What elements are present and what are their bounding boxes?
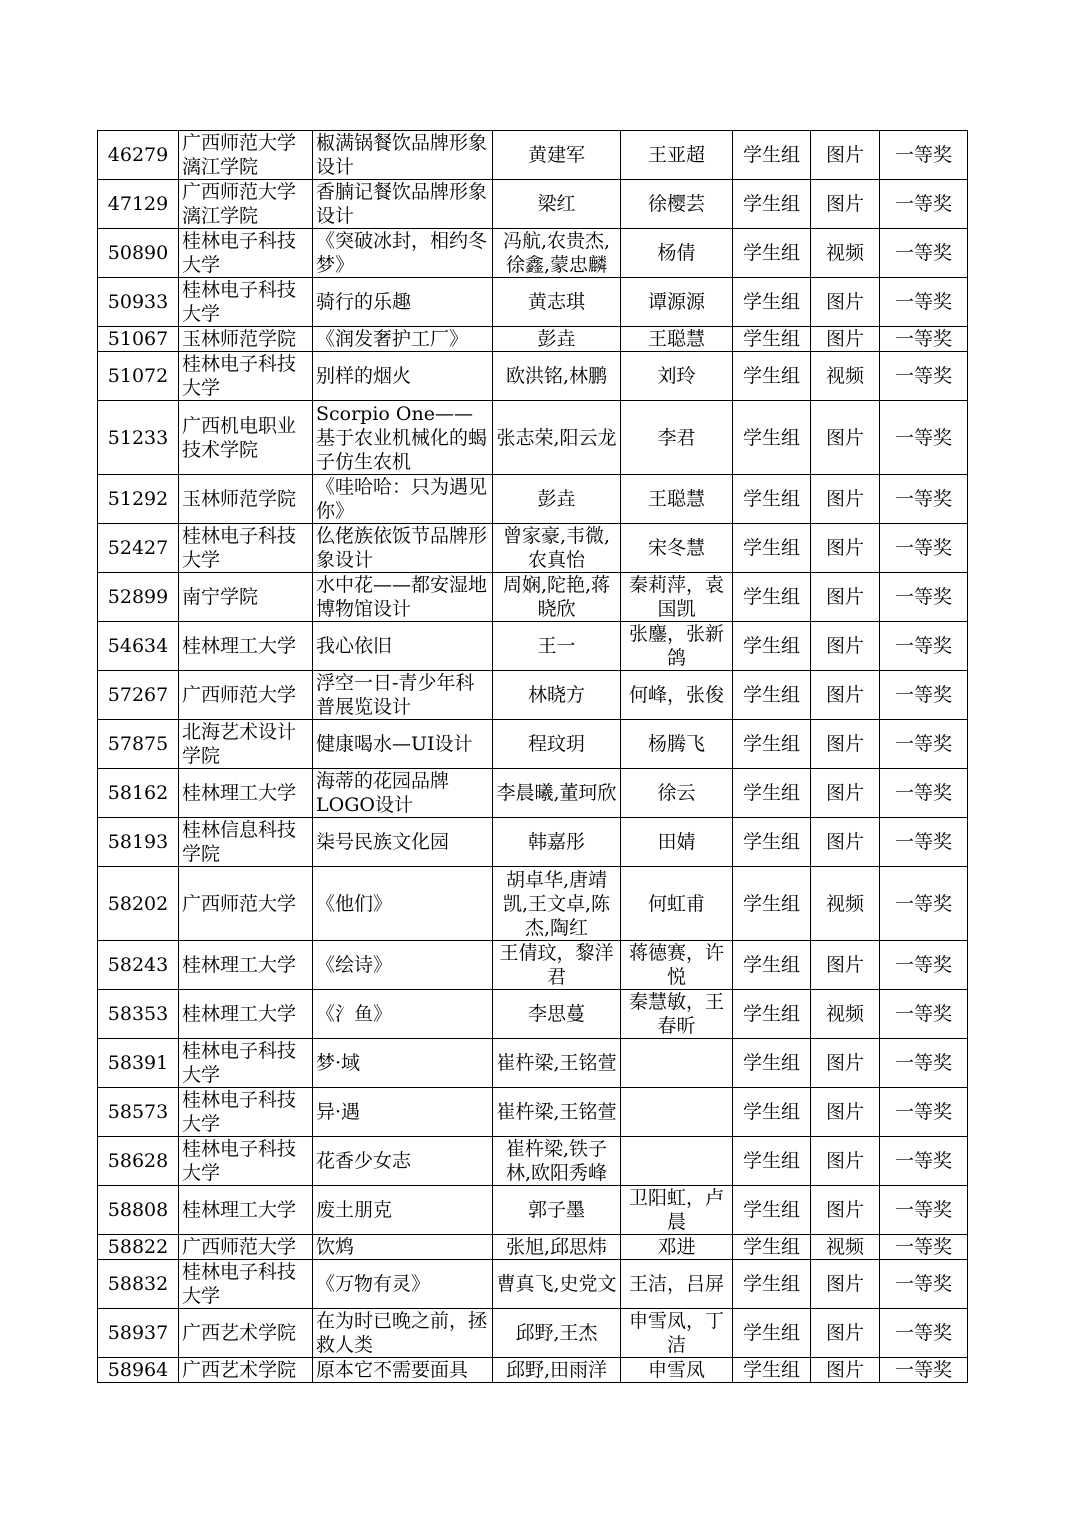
cell-group: 学生组 xyxy=(733,769,811,818)
cell-school: 广西师范大学 xyxy=(179,671,313,720)
cell-entry-id: 51292 xyxy=(98,475,179,524)
table-row xyxy=(98,671,968,720)
cell-entry-id: 58573 xyxy=(98,1088,179,1137)
table-row xyxy=(98,1039,968,1088)
cell-school: 广西师范大学 xyxy=(179,867,313,941)
table-row xyxy=(98,573,968,622)
cell-award: 一等奖 xyxy=(880,1088,968,1137)
cell-award: 一等奖 xyxy=(880,769,968,818)
cell-advisor: 秦慧敏，王春昕 xyxy=(621,990,733,1039)
table-row xyxy=(98,769,968,818)
cell-work-type: 图片 xyxy=(811,720,880,769)
cell-group: 学生组 xyxy=(733,352,811,401)
cell-authors: 崔杵梁,王铭萱 xyxy=(493,1039,621,1088)
table-row xyxy=(98,401,968,475)
cell-school: 桂林信息科技学院 xyxy=(179,818,313,867)
cell-entry-id: 51067 xyxy=(98,327,179,352)
cell-authors: 黄建军 xyxy=(493,131,621,180)
cell-work-title: 原本它不需要面具 xyxy=(313,1358,493,1383)
cell-award: 一等奖 xyxy=(880,327,968,352)
cell-entry-id: 51233 xyxy=(98,401,179,475)
cell-work-type: 图片 xyxy=(811,1137,880,1186)
cell-entry-id: 54634 xyxy=(98,622,179,671)
cell-advisor: 卫阳虹，卢晨 xyxy=(621,1186,733,1235)
cell-work-type: 视频 xyxy=(811,1235,880,1260)
cell-work-type: 视频 xyxy=(811,990,880,1039)
cell-group: 学生组 xyxy=(733,867,811,941)
cell-authors: 韩嘉彤 xyxy=(493,818,621,867)
cell-school: 桂林电子科技大学 xyxy=(179,352,313,401)
cell-work-type: 视频 xyxy=(811,867,880,941)
cell-authors: 李晨曦,董珂欣 xyxy=(493,769,621,818)
cell-work-type: 图片 xyxy=(811,131,880,180)
cell-entry-id: 58964 xyxy=(98,1358,179,1383)
table-body xyxy=(98,131,968,1383)
cell-authors: 崔杵梁,铁子林,欧阳秀峰 xyxy=(493,1137,621,1186)
cell-entry-id: 58202 xyxy=(98,867,179,941)
cell-entry-id: 58391 xyxy=(98,1039,179,1088)
cell-work-title: 废土朋克 xyxy=(313,1186,493,1235)
cell-authors: 欧洪铭,林鹏 xyxy=(493,352,621,401)
cell-work-title: 饮鸩 xyxy=(313,1235,493,1260)
cell-award: 一等奖 xyxy=(880,573,968,622)
cell-work-title: 骑行的乐趣 xyxy=(313,278,493,327)
cell-school: 桂林电子科技大学 xyxy=(179,229,313,278)
cell-work-title: 《绘诗》 xyxy=(313,941,493,990)
cell-entry-id: 58808 xyxy=(98,1186,179,1235)
cell-work-title: 花香少女志 xyxy=(313,1137,493,1186)
cell-group: 学生组 xyxy=(733,1309,811,1358)
cell-advisor: 申雪凤，丁洁 xyxy=(621,1309,733,1358)
cell-entry-id: 58162 xyxy=(98,769,179,818)
cell-school: 广西师范大学漓江学院 xyxy=(179,131,313,180)
cell-school: 广西艺术学院 xyxy=(179,1358,313,1383)
cell-group: 学生组 xyxy=(733,1039,811,1088)
cell-advisor: 徐樱芸 xyxy=(621,180,733,229)
cell-work-type: 图片 xyxy=(811,769,880,818)
cell-authors: 张志荣,阳云龙 xyxy=(493,401,621,475)
cell-group: 学生组 xyxy=(733,278,811,327)
cell-award: 一等奖 xyxy=(880,1235,968,1260)
cell-school: 北海艺术设计学院 xyxy=(179,720,313,769)
cell-group: 学生组 xyxy=(733,1235,811,1260)
cell-advisor: 李君 xyxy=(621,401,733,475)
cell-group: 学生组 xyxy=(733,622,811,671)
cell-school: 桂林理工大学 xyxy=(179,769,313,818)
table-row xyxy=(98,475,968,524)
cell-work-title: 《万物有灵》 xyxy=(313,1260,493,1309)
cell-award: 一等奖 xyxy=(880,671,968,720)
cell-advisor: 杨腾飞 xyxy=(621,720,733,769)
cell-authors: 胡卓华,唐靖凯,王文卓,陈杰,陶红 xyxy=(493,867,621,941)
cell-work-title: 《氵鱼》 xyxy=(313,990,493,1039)
cell-school: 桂林理工大学 xyxy=(179,622,313,671)
cell-authors: 王一 xyxy=(493,622,621,671)
cell-advisor: 王洁，吕屏 xyxy=(621,1260,733,1309)
cell-entry-id: 58243 xyxy=(98,941,179,990)
cell-group: 学生组 xyxy=(733,1358,811,1383)
cell-award: 一等奖 xyxy=(880,524,968,573)
cell-work-title: 我心依旧 xyxy=(313,622,493,671)
cell-entry-id: 58822 xyxy=(98,1235,179,1260)
cell-work-type: 图片 xyxy=(811,1039,880,1088)
cell-group: 学生组 xyxy=(733,401,811,475)
cell-work-type: 图片 xyxy=(811,1358,880,1383)
table-row xyxy=(98,720,968,769)
cell-school: 桂林理工大学 xyxy=(179,941,313,990)
cell-group: 学生组 xyxy=(733,229,811,278)
cell-authors: 李思蔓 xyxy=(493,990,621,1039)
cell-award: 一等奖 xyxy=(880,1186,968,1235)
cell-work-title: 《突破冰封，相约冬梦》 xyxy=(313,229,493,278)
cell-group: 学生组 xyxy=(733,475,811,524)
table-row xyxy=(98,524,968,573)
table-row xyxy=(98,1088,968,1137)
cell-advisor xyxy=(621,1088,733,1137)
cell-entry-id: 46279 xyxy=(98,131,179,180)
cell-school: 广西机电职业技术学院 xyxy=(179,401,313,475)
cell-group: 学生组 xyxy=(733,1137,811,1186)
cell-school: 桂林电子科技大学 xyxy=(179,1039,313,1088)
cell-group: 学生组 xyxy=(733,1088,811,1137)
cell-school: 桂林电子科技大学 xyxy=(179,278,313,327)
cell-award: 一等奖 xyxy=(880,990,968,1039)
cell-work-title: 健康喝水—UI设计 xyxy=(313,720,493,769)
cell-award: 一等奖 xyxy=(880,475,968,524)
award-table xyxy=(97,130,968,1383)
cell-advisor: 王亚超 xyxy=(621,131,733,180)
cell-entry-id: 58937 xyxy=(98,1309,179,1358)
table-row xyxy=(98,1358,968,1383)
cell-entry-id: 58832 xyxy=(98,1260,179,1309)
cell-school: 广西师范大学漓江学院 xyxy=(179,180,313,229)
cell-award: 一等奖 xyxy=(880,229,968,278)
table-row xyxy=(98,278,968,327)
cell-work-title: 别样的烟火 xyxy=(313,352,493,401)
cell-entry-id: 58193 xyxy=(98,818,179,867)
cell-authors: 邱野,田雨洋 xyxy=(493,1358,621,1383)
cell-authors: 邱野,王杰 xyxy=(493,1309,621,1358)
cell-award: 一等奖 xyxy=(880,867,968,941)
cell-award: 一等奖 xyxy=(880,818,968,867)
cell-entry-id: 52899 xyxy=(98,573,179,622)
cell-work-type: 图片 xyxy=(811,1088,880,1137)
cell-award: 一等奖 xyxy=(880,1309,968,1358)
cell-work-title: 在为时已晚之前，拯救人类 xyxy=(313,1309,493,1358)
cell-award: 一等奖 xyxy=(880,401,968,475)
cell-award: 一等奖 xyxy=(880,1137,968,1186)
cell-authors: 彭垚 xyxy=(493,327,621,352)
cell-work-title: 水中花——都安湿地博物馆设计 xyxy=(313,573,493,622)
cell-award: 一等奖 xyxy=(880,278,968,327)
cell-authors: 曹真飞,史党文 xyxy=(493,1260,621,1309)
cell-advisor: 何虹甫 xyxy=(621,867,733,941)
cell-group: 学生组 xyxy=(733,818,811,867)
cell-advisor: 邓进 xyxy=(621,1235,733,1260)
cell-work-type: 图片 xyxy=(811,327,880,352)
cell-work-title: 《他们》 xyxy=(313,867,493,941)
table-row xyxy=(98,941,968,990)
cell-group: 学生组 xyxy=(733,327,811,352)
table-row xyxy=(98,867,968,941)
cell-entry-id: 50933 xyxy=(98,278,179,327)
cell-entry-id: 57875 xyxy=(98,720,179,769)
cell-work-type: 视频 xyxy=(811,229,880,278)
cell-work-type: 图片 xyxy=(811,278,880,327)
cell-advisor: 申雪凤 xyxy=(621,1358,733,1383)
cell-award: 一等奖 xyxy=(880,1039,968,1088)
table-row xyxy=(98,1309,968,1358)
cell-advisor: 王聪慧 xyxy=(621,327,733,352)
cell-work-title: 《润发奢护工厂》 xyxy=(313,327,493,352)
cell-award: 一等奖 xyxy=(880,1358,968,1383)
cell-work-type: 图片 xyxy=(811,941,880,990)
cell-advisor xyxy=(621,1137,733,1186)
cell-authors: 梁红 xyxy=(493,180,621,229)
cell-authors: 王倩玟，黎洋君 xyxy=(493,941,621,990)
table-row xyxy=(98,1260,968,1309)
cell-work-type: 视频 xyxy=(811,352,880,401)
cell-authors: 林晓方 xyxy=(493,671,621,720)
cell-work-title: 柒号民族文化园 xyxy=(313,818,493,867)
cell-work-type: 图片 xyxy=(811,1260,880,1309)
cell-award: 一等奖 xyxy=(880,131,968,180)
cell-work-type: 图片 xyxy=(811,1186,880,1235)
cell-award: 一等奖 xyxy=(880,352,968,401)
cell-advisor: 田婧 xyxy=(621,818,733,867)
cell-work-type: 图片 xyxy=(811,573,880,622)
cell-school: 玉林师范学院 xyxy=(179,475,313,524)
cell-authors: 郭子墨 xyxy=(493,1186,621,1235)
cell-entry-id: 58353 xyxy=(98,990,179,1039)
cell-group: 学生组 xyxy=(733,180,811,229)
cell-group: 学生组 xyxy=(733,1260,811,1309)
cell-work-title: 浮空一日-青少年科普展览设计 xyxy=(313,671,493,720)
cell-group: 学生组 xyxy=(733,671,811,720)
cell-authors: 黄志琪 xyxy=(493,278,621,327)
cell-entry-id: 50890 xyxy=(98,229,179,278)
cell-school: 桂林电子科技大学 xyxy=(179,524,313,573)
cell-school: 广西师范大学 xyxy=(179,1235,313,1260)
table-row xyxy=(98,818,968,867)
cell-school: 南宁学院 xyxy=(179,573,313,622)
cell-school: 桂林理工大学 xyxy=(179,1186,313,1235)
cell-advisor: 刘玲 xyxy=(621,352,733,401)
cell-advisor xyxy=(621,1039,733,1088)
cell-work-title: 香腩记餐饮品牌形象设计 xyxy=(313,180,493,229)
cell-authors: 崔杵梁,王铭萱 xyxy=(493,1088,621,1137)
cell-school: 桂林理工大学 xyxy=(179,990,313,1039)
cell-work-title: 仫佬族依饭节品牌形象设计 xyxy=(313,524,493,573)
cell-work-type: 图片 xyxy=(811,401,880,475)
table-row xyxy=(98,990,968,1039)
table-row xyxy=(98,131,968,180)
cell-authors: 曾家豪,韦微,农真怡 xyxy=(493,524,621,573)
table-row xyxy=(98,1137,968,1186)
cell-advisor: 宋冬慧 xyxy=(621,524,733,573)
cell-work-type: 图片 xyxy=(811,1309,880,1358)
cell-school: 桂林电子科技大学 xyxy=(179,1137,313,1186)
cell-award: 一等奖 xyxy=(880,720,968,769)
cell-entry-id: 52427 xyxy=(98,524,179,573)
cell-group: 学生组 xyxy=(733,941,811,990)
cell-work-title: 异·遇 xyxy=(313,1088,493,1137)
cell-advisor: 蒋德赛，许悦 xyxy=(621,941,733,990)
cell-advisor: 何峰，张俊 xyxy=(621,671,733,720)
cell-authors: 冯航,农贵杰,徐鑫,蒙忠麟 xyxy=(493,229,621,278)
cell-advisor: 王聪慧 xyxy=(621,475,733,524)
table-row xyxy=(98,1235,968,1260)
cell-authors: 张旭,邱思炜 xyxy=(493,1235,621,1260)
cell-authors: 周娴,陀艳,蒋晓欣 xyxy=(493,573,621,622)
cell-work-type: 图片 xyxy=(811,524,880,573)
cell-entry-id: 51072 xyxy=(98,352,179,401)
table-row xyxy=(98,229,968,278)
cell-advisor: 谭源源 xyxy=(621,278,733,327)
cell-work-type: 图片 xyxy=(811,475,880,524)
cell-work-type: 图片 xyxy=(811,180,880,229)
cell-group: 学生组 xyxy=(733,990,811,1039)
cell-work-type: 图片 xyxy=(811,622,880,671)
cell-entry-id: 47129 xyxy=(98,180,179,229)
cell-authors: 程玟玥 xyxy=(493,720,621,769)
cell-group: 学生组 xyxy=(733,720,811,769)
cell-work-type: 图片 xyxy=(811,818,880,867)
cell-award: 一等奖 xyxy=(880,941,968,990)
cell-group: 学生组 xyxy=(733,1186,811,1235)
table-row xyxy=(98,622,968,671)
cell-work-title: 梦·域 xyxy=(313,1039,493,1088)
cell-school: 桂林电子科技大学 xyxy=(179,1260,313,1309)
cell-school: 桂林电子科技大学 xyxy=(179,1088,313,1137)
cell-work-type: 图片 xyxy=(811,671,880,720)
cell-advisor: 秦莉萍，袁国凯 xyxy=(621,573,733,622)
table-row xyxy=(98,352,968,401)
cell-work-title: Scorpio One——基于农业机械化的蝎子仿生农机 xyxy=(313,401,493,475)
cell-work-title: 海蒂的花园品牌LOGO设计 xyxy=(313,769,493,818)
cell-group: 学生组 xyxy=(733,131,811,180)
cell-award: 一等奖 xyxy=(880,1260,968,1309)
cell-work-title: 《哇哈哈：只为遇见你》 xyxy=(313,475,493,524)
cell-entry-id: 58628 xyxy=(98,1137,179,1186)
cell-authors: 彭垚 xyxy=(493,475,621,524)
cell-advisor: 张鏖，张新鸽 xyxy=(621,622,733,671)
cell-award: 一等奖 xyxy=(880,622,968,671)
cell-advisor: 杨倩 xyxy=(621,229,733,278)
cell-group: 学生组 xyxy=(733,573,811,622)
table-row xyxy=(98,1186,968,1235)
cell-group: 学生组 xyxy=(733,524,811,573)
table-row xyxy=(98,180,968,229)
cell-award: 一等奖 xyxy=(880,180,968,229)
cell-work-title: 椒满锅餐饮品牌形象设计 xyxy=(313,131,493,180)
cell-school: 广西艺术学院 xyxy=(179,1309,313,1358)
table-row xyxy=(98,327,968,352)
cell-advisor: 徐云 xyxy=(621,769,733,818)
cell-school: 玉林师范学院 xyxy=(179,327,313,352)
cell-entry-id: 57267 xyxy=(98,671,179,720)
